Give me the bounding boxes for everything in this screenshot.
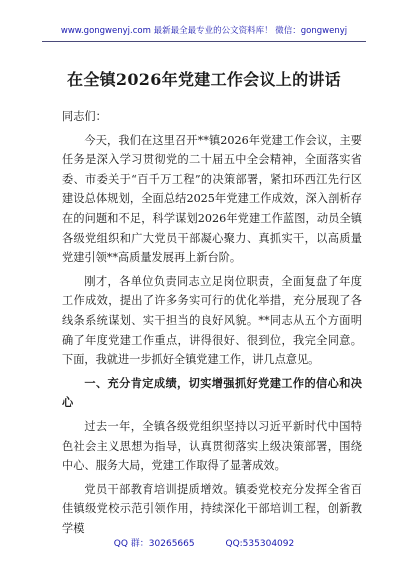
paragraph-3: 过去一年，全镇各级党组织坚持以习近平新时代中国特色社会主义思想为指导，认真贯彻落实上级决策部署，围绕中心、服务大局，党建工作取得了显著成效。 [62, 419, 362, 473]
salutation: 同志们： [62, 110, 107, 123]
section-heading-1: 一、充分肯定成绩，切实增强抓好党建工作的信心和决心 [62, 375, 362, 410]
footer-qq-group: QQ 群：30265665 [113, 539, 195, 549]
document-body [62, 107, 362, 538]
document-title: 在全镇2026年党建工作会议上的讲话 [67, 70, 341, 89]
header-banner: www.gongwenyj.com 最新最全最专业的公文资料库！ 微信：gongwenyj [60, 26, 348, 36]
paragraph-4: 党员干部教育培训提质增效。镇委党校充分发挥全省百佳镇级党校示范引领作用，持续深化干部培训工程，创新教学模 [62, 482, 362, 535]
paragraph-1: 今天，我们在这里召开**镇2026年党建工作会议，主要任务是深入学习贯彻党的二十届五中全会精神，全面落实省委、市委关于“百千万工程”的决策部署，紧扣环西江先行区建设总体规划，全面总结2025年党建工作成效，深入剖析存在的问题和不足，科学谋划2026年党建工作蓝图，动员全镇各级党组织和广大党员干部凝心聚力、真抓实干，以高质量党建引领**高质量发展再上新台阶。 [62, 133, 362, 265]
footer-contact [0, 536, 408, 549]
footer-qq-number: QQ:535304092 [225, 539, 295, 549]
paragraph-2: 刚才，各单位负责同志立足岗位职责，全面复盘了年度工作成效，提出了许多务实可行的优化举措，充分展现了各线条系统谋划、实干担当的良好风貌。**同志从五个方面明确了年度党建工作重点，讲得很好、很到位，我完全同意。下面，我就进一步抓好全镇党建工作，讲几点意见。 [62, 274, 362, 367]
header-divider [42, 41, 366, 42]
